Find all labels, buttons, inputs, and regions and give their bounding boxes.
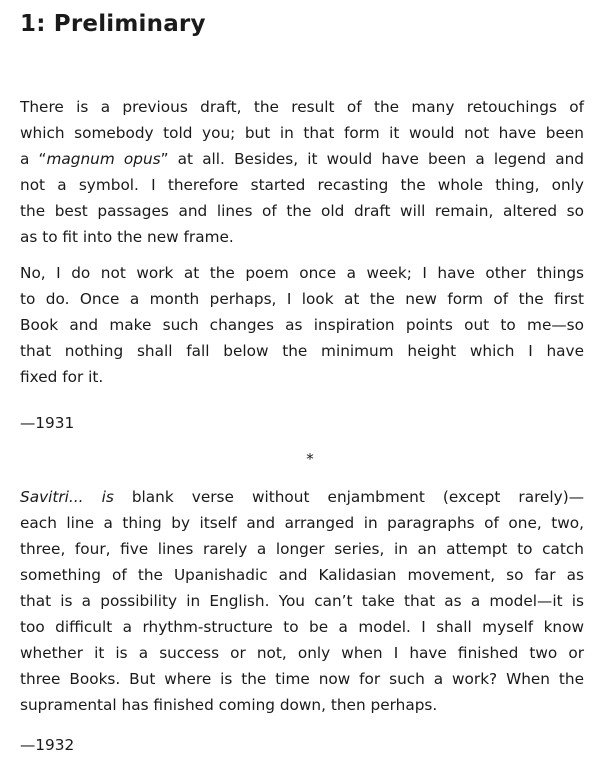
chapter-heading: 1: Preliminary xyxy=(20,11,206,37)
text-line: to do. Once a month perhaps, I look at the new form of the first xyxy=(20,290,584,308)
text-run: blank verse without enjambment (except rarely)— xyxy=(113,488,584,506)
date-1931: —1931 xyxy=(20,414,75,432)
paragraph-weekly-work xyxy=(20,260,584,390)
text-line: which somebody told you; but in that form it would not have been xyxy=(20,124,584,142)
text-line: that nothing shall fall below the minimum height which I have xyxy=(20,342,584,360)
text-line: Book and make such changes as inspiration points out to me—so xyxy=(20,316,584,334)
section-separator: * xyxy=(306,450,314,468)
italic-title: Savitri... is xyxy=(20,488,114,506)
text-line: something of the Upanishadic and Kalidasian movement, so far as xyxy=(20,566,584,584)
text-line: three, four, five lines rarely a longer series, in an attempt to catch xyxy=(20,540,584,558)
italic-term: magnum opus xyxy=(46,150,161,168)
text-line xyxy=(20,146,584,172)
text-line: whether it is a success or not, only when I have finished two or xyxy=(20,644,584,662)
text-line: There is a previous draft, the result of the many retouchings of xyxy=(20,98,584,116)
text-line: too difficult a rhythm-structure to be a model. I shall myself know xyxy=(20,618,584,636)
text-line: No, I do not work at the poem once a week; I have other things xyxy=(20,264,584,282)
paragraph-draft xyxy=(20,94,584,250)
text-run: ” at all. Besides, it would have been a legend and xyxy=(160,150,585,168)
paragraph-savitri xyxy=(20,484,584,718)
text-run: a “ xyxy=(20,150,47,168)
text-line: not a symbol. I therefore started recasting the whole thing, only xyxy=(20,176,584,194)
text-line: each line a thing by itself and arranged in paragraphs of one, two, xyxy=(20,514,584,532)
text-line: three Books. But where is the time now for such a work? When the xyxy=(20,670,584,688)
text-line: that is a possibility in English. You can’t take that as a model—it is xyxy=(20,592,584,610)
text-line: supramental has finished coming down, then perhaps. xyxy=(20,696,438,714)
text-line: the best passages and lines of the old draft will remain, altered so xyxy=(20,202,584,220)
date-1932: —1932 xyxy=(20,736,75,754)
text-line: fixed for it. xyxy=(20,368,104,386)
text-line: as to fit into the new frame. xyxy=(20,228,234,246)
text-line xyxy=(20,484,584,510)
